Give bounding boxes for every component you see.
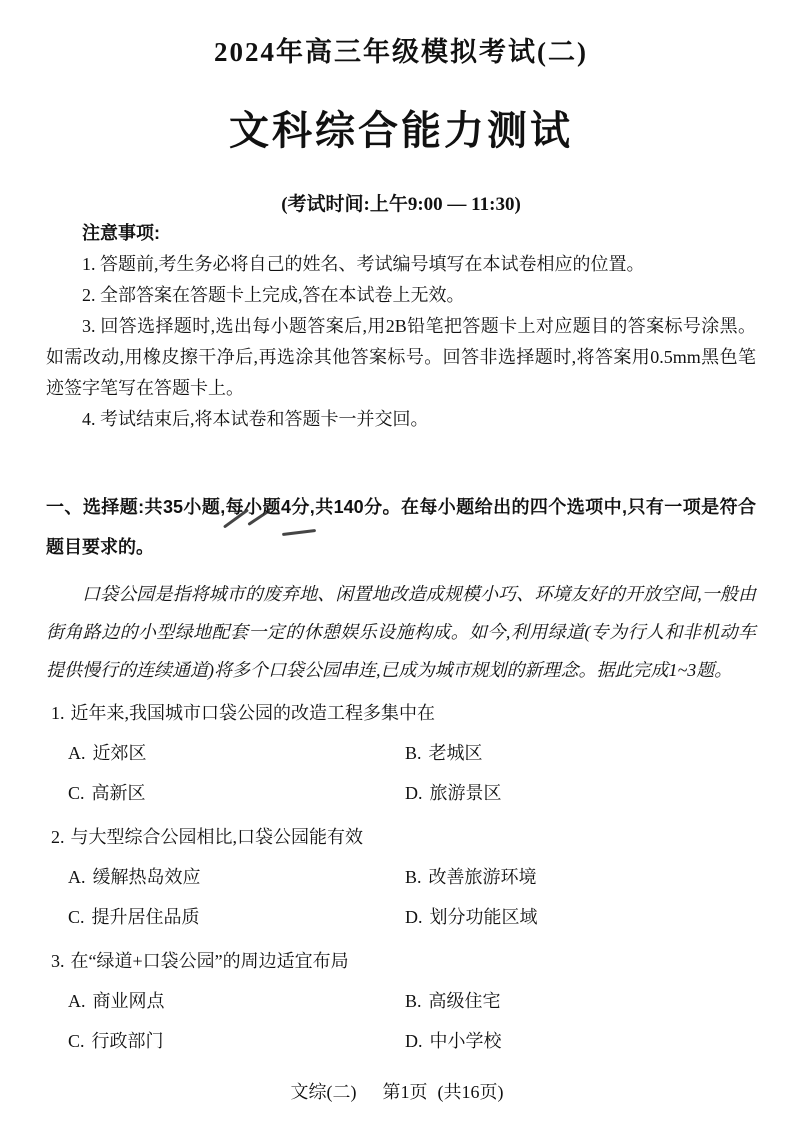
question-2 (46, 817, 756, 937)
notice-item-4: 4. 考试结束后,将本试卷和答题卡一并交回。 (82, 409, 429, 429)
question-1 (46, 693, 756, 813)
question-3 (46, 941, 756, 1061)
footer-total-pages: (共16页) (437, 1082, 504, 1102)
option-label: C. (68, 1031, 85, 1051)
option-label: B. (405, 743, 422, 763)
option-d (405, 1021, 756, 1061)
option-label: A. (68, 867, 86, 887)
option-text: 老城区 (428, 743, 483, 763)
option-label: C. (68, 907, 85, 927)
question-number: 2. (51, 827, 65, 847)
option-text: 划分功能区域 (429, 907, 538, 927)
question-text: 在“绿道+口袋公园”的周边适宜布局 (70, 951, 349, 971)
notice-item-1: 1. 答题前,考生务必将自己的姓名、考试编号填写在本试卷相应的位置。 (82, 254, 645, 274)
options-grid (46, 857, 756, 937)
option-c (68, 773, 405, 813)
exam-time-line: (考试时间:上午9:00 — 11:30) (281, 194, 521, 215)
option-a (68, 981, 405, 1021)
notice-heading: 注意事项: (82, 223, 160, 243)
option-text: 近郊区 (92, 743, 147, 763)
options-grid (46, 981, 756, 1061)
option-label: D. (405, 1031, 423, 1051)
option-label: B. (405, 991, 422, 1011)
page-title: 文科综合能力测试 (229, 109, 573, 153)
option-label: C. (68, 783, 85, 803)
question-stem (46, 817, 756, 857)
exam-series-title: 2024年高三年级模拟考试(二) (214, 37, 588, 67)
notice-item-3: 3. 回答选择题时,选出每小题答案后,用2B铅笔把答题卡上对应题目的答案标号涂黑。如需改动,用橡皮擦干净后,再选涂其他答案标号。回答非选择题时,将答案用0.5mm黑色笔迹签字笔写在答题卡上。 (46, 316, 756, 398)
option-b (405, 733, 756, 773)
option-text: 改善旅游环境 (428, 867, 537, 887)
option-text: 高级住宅 (428, 991, 501, 1011)
option-label: B. (405, 867, 422, 887)
question-stem (46, 941, 756, 981)
page-footer (0, 1080, 794, 1104)
option-text: 行政部门 (91, 1031, 164, 1051)
option-b (405, 857, 756, 897)
option-c (68, 1021, 405, 1061)
option-d (405, 897, 756, 937)
question-text: 与大型综合公园相比,口袋公园能有效 (70, 827, 363, 847)
section-one-heading: 一、选择题:共35小题,每小题4分,共140分。在每小题给出的四个选项中,只有一项是符合题目要求的。 (46, 497, 756, 557)
question-number: 1. (51, 703, 65, 723)
option-text: 商业网点 (92, 991, 165, 1011)
option-label: A. (68, 743, 86, 763)
question-number: 3. (51, 951, 65, 971)
option-b (405, 981, 756, 1021)
notice-item-2: 2. 全部答案在答题卡上完成,答在本试卷上无效。 (82, 285, 465, 305)
footer-page-number: 第1页 (382, 1082, 428, 1102)
option-a (68, 733, 405, 773)
option-c (68, 897, 405, 937)
question-stem (46, 693, 756, 733)
option-a (68, 857, 405, 897)
footer-paper-label: 文综(二) (290, 1082, 357, 1102)
option-label: D. (405, 907, 423, 927)
option-text: 旅游景区 (429, 783, 502, 803)
option-label: A. (68, 991, 86, 1011)
option-text: 缓解热岛效应 (92, 867, 201, 887)
option-d (405, 773, 756, 813)
notice-section (46, 218, 756, 435)
options-grid (46, 733, 756, 813)
option-label: D. (405, 783, 423, 803)
option-text: 高新区 (91, 783, 146, 803)
option-text: 提升居住品质 (91, 907, 200, 927)
option-text: 中小学校 (429, 1031, 502, 1051)
reading-passage: 口袋公园是指将城市的废弃地、闲置地改造成规模小巧、环境友好的开放空间,一般由街角路边的小型绿地配套一定的休憩娱乐设施构成。如今,利用绿道(专为行人和非机动车提供慢行的连续通道)将多个口袋公园串连,已成为城市规划的新理念。据此完成1~3题。 (46, 584, 756, 680)
question-text: 近年来,我国城市口袋公园的改造工程多集中在 (70, 703, 435, 723)
